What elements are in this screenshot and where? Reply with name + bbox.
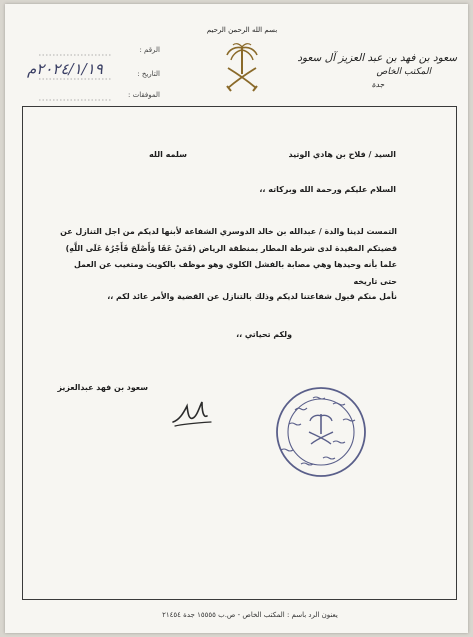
salutation: سلمه الله — [149, 150, 187, 159]
bismillah-text: بسم الله الرحمن الرحيم — [206, 26, 278, 34]
greeting: السلام عليكم ورحمة الله وبركاته ،، — [259, 185, 396, 194]
paragraph-line: حتى تاريخه — [353, 276, 397, 286]
sender-name: سعود بن فهد بن عبد العزيز آل سعود — [297, 52, 457, 64]
handwritten-date: ٢٠٢٤/١/١٩م — [27, 60, 103, 78]
letter-page — [5, 4, 468, 633]
office-stamp-icon — [273, 384, 369, 480]
handwritten-signature — [169, 396, 215, 430]
closing-line: ولكم تحياتي ،، — [236, 330, 292, 339]
addressee: السيد / فلاح بن هادي الوتيد — [288, 150, 396, 159]
paragraph-line: علما بأنه وحيدها وهي مصابة بالفشل الكلوي وهو موظف بالكويت ومتغيب عن العمل — [73, 260, 397, 269]
paragraph-line: قضيتكم المقيدة لدى شرطة المطار بمنطقة الرياض (فَمَنْ عَفَا وَأَصْلَحَ فَأَجْرُهُ عَلَى اللَّهِ) — [65, 243, 397, 253]
attachments-label: الموفقات : — [128, 91, 160, 99]
signer-name: سعود بن فهد عبدالعزيز — [57, 383, 148, 392]
letter-body-frame — [22, 106, 457, 600]
date-label: التاريخ : — [137, 70, 160, 78]
sender-city: جدة — [371, 80, 385, 89]
number-label: الرقم : — [139, 46, 160, 54]
reply-address-footer: يعنون الرد باسم : المكتب الخاص - ص.ب ١٥٥٥٥ جدة ٢١٤٥٤ — [162, 611, 338, 619]
letter-paragraph — [55, 224, 397, 290]
sender-office: المكتب الخاص — [376, 67, 431, 77]
request-line: نأمل منكم قبول شفاعتنا لديكم وذلك بالتنازل عن القضية والأمر عائد لكم ،، — [107, 292, 397, 301]
saudi-emblem-icon — [223, 42, 261, 94]
paragraph-line: التمست لدينا والدة / عبدالله بن خالد الدوسري الشفاعة لأبنها لديكم من اجل التنازل عن — [60, 227, 397, 236]
